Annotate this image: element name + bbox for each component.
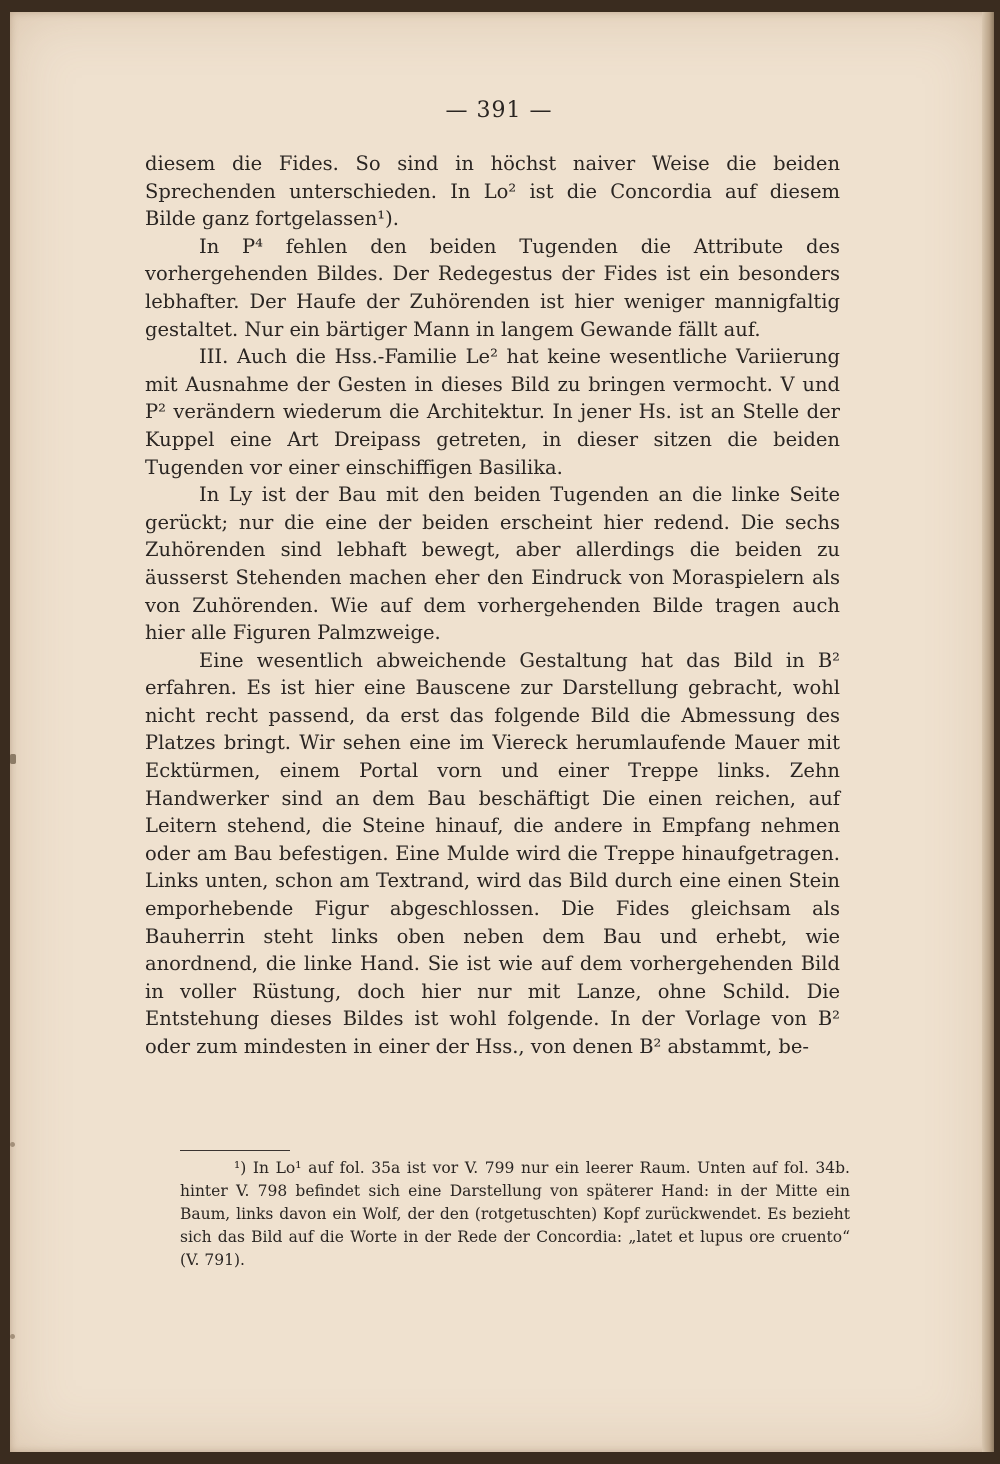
paragraph: III. Auch die Hss.-Familie Le² hat keine wesentliche Variierung mit Ausnahme der Gesten in dieses Bild zu bringen vermocht. V und P² verändern wiederum die Architektur. In jener Hs. ist an Stelle der Kuppel eine Art Dreipass getreten, in dieser sitzen die beiden Tugenden vor einer einschiffigen Basilika. bbox=[145, 345, 840, 479]
footnote bbox=[180, 1157, 850, 1272]
paragraph: diesem die Fides. So sind in höchst naiver Weise die beiden Sprechenden unterschieden. In Lo² ist die Concordia auf diesem Bilde ganz fortgelassen¹). bbox=[145, 152, 840, 231]
paragraph: In P⁴ fehlen den beiden Tugenden die Attribute des vorhergehenden Bildes. Der Redegestus der Fides ist ein besonders lebhafter. Der Haufe der Zuhörenden ist hier weniger mannigfaltig gestaltet. Nur ein bärtiger Mann in langem Gewande fällt auf. bbox=[145, 234, 840, 341]
paragraph: In Ly ist der Bau mit den beiden Tugenden an die linke Seite gerückt; nur die eine der beiden erscheint hier redend. Die sechs Zuhörenden sind lebhaft bewegt, aber allerdings die beiden zu äusserst Stehenden machen eher den Eindruck von Moraspielern als von Zuhörenden. Wie auf dem vorhergehenden Bilde tragen auch hier alle Figuren Palmzweige. bbox=[145, 483, 840, 645]
footnote-content: ¹) In Lo¹ auf fol. 35a ist vor V. 799 nur ein leerer Raum. Unten auf fol. 34b. hinter V. 798 befindet sich eine Darstellung von späterer Hand: in der Mitte ein Baum, links davon ein Wolf, der den (rotgetuschten) Kopf zurückwendet. Es bezieht sich das Bild auf die Worte in der Rede der Concordia: „latet et lupus ore cruento“ (V. 791). bbox=[180, 1159, 850, 1269]
paragraph: Eine wesentlich abweichende Gestaltung hat das Bild in B² erfahren. Es ist hier eine Bauscene zur Darstellung gebracht, wohl nicht recht passend, da erst das folgende Bild die Abmessung des Platzes bringt. Wir sehen eine im Viereck herumlaufende Mauer mit Ecktürmen, einem Portal vorn und einer Treppe links. Zehn Handwerker sind an dem Bau beschäftigt Die einen reichen, auf Leitern stehend, die Steine hinauf, die andere in Empfang nehmen oder am Bau befestigen. Eine Mulde wird die Treppe hinaufgetragen. Links unten, schon am Textrand, wird das Bild durch eine einen Stein emporhebende Figur abgeschlossen. Die Fides gleichsam als Bauherrin steht links oben neben dem Bau und erhebt, wie anordnend, die linke Hand. Sie ist wie auf dem vorhergehenden Bild in voller Rüstung, doch hier nur mit Lanze, ohne Schild. Die Entstehung dieses Bildes ist wohl folgende. In der Vorlage von B² oder zum mindesten in einer der Hss., von denen B² abstammt, be- bbox=[145, 648, 840, 1058]
margin-mark bbox=[10, 754, 16, 764]
footnote-separator bbox=[180, 1150, 290, 1151]
main-text bbox=[145, 150, 840, 1061]
page-edge-shadow bbox=[982, 12, 994, 1452]
footnote-text bbox=[180, 1157, 850, 1272]
margin-dot bbox=[10, 1334, 15, 1339]
book-page bbox=[10, 12, 988, 1452]
page-number: — 391 — bbox=[445, 98, 553, 123]
margin-dot bbox=[10, 1142, 15, 1147]
